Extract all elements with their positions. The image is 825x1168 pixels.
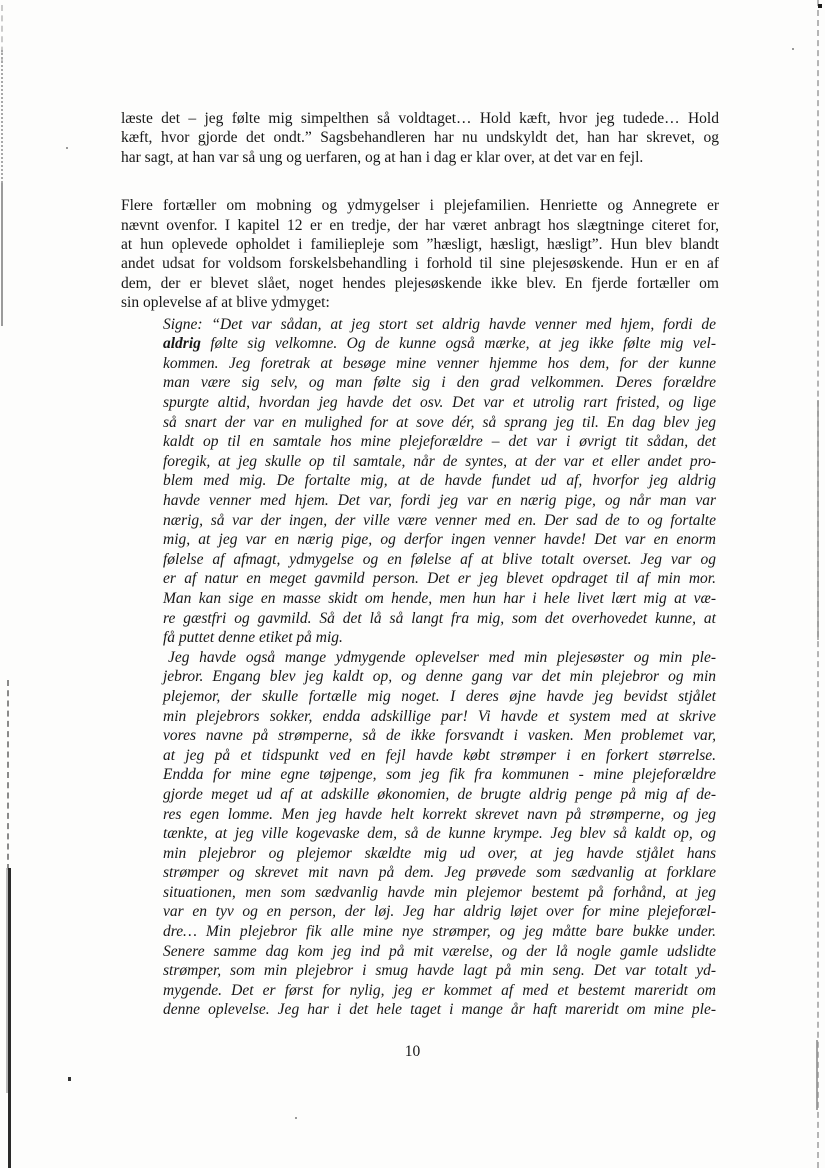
body-paragraph-2 [121, 196, 719, 312]
text-line: strømper og skrevet mit navn på dem. Jeg prøvede som sædvanlig at forklare [163, 864, 716, 882]
text-line: re gæstfri og gavmild. Så det lå så langt fra mig, som det overhovedet kunne, at [163, 609, 716, 627]
scan-artifact-left-edge [1, 183, 3, 326]
text-line: dre… Min plejebror fik alle mine nye strømper, og jeg måtte bare bukke under. [163, 923, 716, 941]
body-paragraph-1 [121, 109, 719, 167]
text-line: blem med mig. De fortalte mig, at de havde fundet ud af, hvorfor jeg aldrig [163, 472, 716, 490]
text-line: Man kan sige en masse skidt om hende, men hun har i hele livet lært mig at væ- [163, 589, 716, 607]
text-line: er af natur en meget gavmild person. Det er jeg blevet opdraget til af min mor. [163, 570, 716, 588]
text-line: aldrig følte sig velkomne. Og de kunne også mærke, at jeg ikke følte mig vel- [163, 335, 716, 353]
text-line: man være sig selv, og man følte sig i den grad velkommen. Deres forældre [163, 374, 716, 392]
text-line: var en tyv og en person, der løj. Jeg har aldrig løjet over for mine plejeforæl- [163, 903, 716, 921]
text-line: at hun oplevede opholdet i familiepleje som ”hæsligt, hæsligt, hæsligt”. Hun blev blandt [121, 236, 719, 254]
text-line: havde venner med hjem. Det var, fordi jeg var en nærig pige, og når man var [163, 492, 716, 509]
text-line: gjorde meget ud af at adskille økonomien, de brugte aldrig penge på mig af de- [163, 785, 716, 803]
text-line: at jeg på et tidspunkt ved en fejl havde købt strømper i en forkert størrelse. [163, 746, 716, 764]
ink-speck [66, 147, 68, 149]
text-line: har sagt, at han var så ung og uerfaren, og at han i dag er klar over, at det var en fejl. [121, 148, 644, 166]
quote-paragraph-1 [163, 315, 716, 648]
text-line: sin oplevelse af at blive ydmyget: [121, 294, 330, 312]
text-line: andet udsat for voldsom forskelsbehandling i forhold til sine plejesøskende. Hun er en af [121, 255, 719, 273]
text-line: kæft, hvor gjorde det ondt.” Sagsbehandleren har nu undskyldt det, han har skrevet, og [121, 129, 719, 147]
scan-artifact-left-edge [7, 680, 9, 870]
text-line: foregik, at jeg skulle op til samtale, når de syntes, at der var et eller andet pro- [163, 452, 716, 470]
text-line: nærig, så var der ingen, der ville være venner med en. Der sad de to og fortalte [163, 511, 716, 529]
text-line: situationen, men som sædvanlig havde min plejemor bestemt på forhånd, at jeg [163, 883, 716, 901]
ink-dot [818, 4, 822, 8]
page-footer [0, 1043, 825, 1061]
text-line: Flere fortæller om mobning og ydmygelser i plejefamilien. Henriette og Annegrete er [121, 197, 719, 215]
text-line: Jeg havde også mange ydmygende oplevelser med min plejesøster og min ple- [168, 648, 716, 666]
text-line: så snart der var en mulighed for at sove dér, så sprang jeg til. En dag blev jeg [163, 413, 716, 431]
block-quote [163, 315, 716, 1020]
text-line: Senere samme dag kom jeg ind på mit værelse, og der lå nogle gamle udslidte [163, 942, 716, 960]
ink-speck [792, 48, 794, 50]
scan-artifact-right-edge [817, 0, 819, 1168]
text-line: vores navne på strømperne, så de ikke forsvandt i vasken. Men problemet var, [163, 727, 716, 745]
text-line: nævnt ovenfor. I kapitel 12 er en tredje, der har været anbragt hos slægtninge citeret for, [121, 216, 719, 234]
text-line: mig, at jeg var en nærig pige, og derfor ingen venner havde! Det var en enorm [163, 531, 716, 549]
scan-artifact-left-edge [1, 50, 3, 183]
scan-artifact-right-edge [817, 400, 819, 640]
text-line: min plejebrors sokker, endda adskillige par! Vi havde et system med at skrive [163, 707, 716, 725]
scan-artifact-left-edge [8, 868, 11, 1168]
text-line: min plejebror og plejemor skældte mig ud over, at jeg havde stjålet hans [163, 844, 716, 862]
text-line: spurgte altid, hvordan jeg havde det osv. Det var et utrolig rart fristed, og lige [163, 394, 716, 412]
text-line: denne oplevelse. Jeg har i det hele taget i mange år haft mareridt om mine ple- [163, 1001, 716, 1019]
page-number: 10 [404, 1043, 421, 1060]
text-line: Endda for mine egne tøjpenge, som jeg fik fra kommunen - mine plejeforældre [163, 766, 716, 784]
text-line: få puttet denne etiket på mig. [163, 629, 343, 647]
text-line: res egen lomme. Men jeg havde helt korrekt skrevet navn på strømperne, og jeg [163, 805, 716, 823]
text-line: mygende. Det er først for nylig, jeg er kommet af med et bestemt mareridt om [163, 981, 716, 999]
text-line: plejemor, der skulle fortælle mig noget. I deres øjne havde jeg bevidst stjålet [163, 687, 716, 705]
text-line: kommen. Jeg foretrak at besøge mine venner hjemme hos dem, for der kunne [163, 354, 716, 372]
text-line: Signe: “Det var sådan, at jeg stort set aldrig havde venner med hjem, fordi de [163, 315, 716, 333]
ink-speck [295, 1117, 297, 1119]
text-line: dem, der er blevet slået, noget hendes plejesøskende ikke blev. En fjerde fortæller om [121, 274, 719, 292]
text-line: jebror. Engang blev jeg kaldt op, og denne gang var det min plejebror og min [163, 668, 716, 686]
scan-artifact-left-edge [1, 5, 3, 63]
text-line: læste det – jeg følte mig simpelthen så voldtaget… Hold kæft, hvor jeg tudede… Hold [121, 110, 719, 127]
text-line: følelse af afmagt, ydmygelse og en følelse af at blive totalt overset. Jeg var og [163, 550, 716, 568]
quote-paragraph-2 [163, 648, 716, 1020]
text-line: kaldt op til en samtale hos mine plejeforældre – det var i øvrigt tit sådan, det [163, 433, 716, 451]
text-line: strømper, som min plejebror i smug havde lagt på min seng. Det var totalt yd- [163, 962, 716, 980]
page-text [121, 109, 719, 1020]
ink-speck [68, 1077, 71, 1081]
text-line: tænkte, at jeg ville kogevaske dem, så de kunne krympe. Jeg blev så kaldt op, og [163, 825, 716, 843]
